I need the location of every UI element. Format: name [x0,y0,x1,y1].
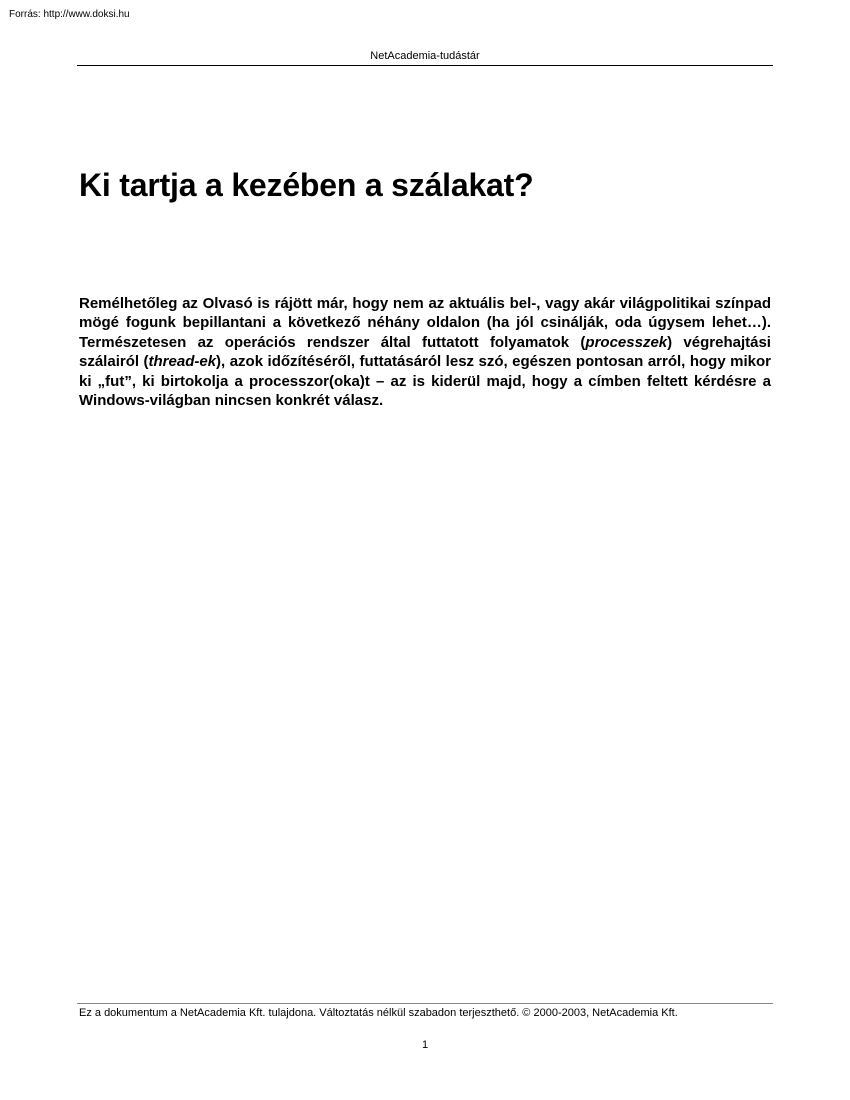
document-title: Ki tartja a kezében a szálakat? [79,167,534,203]
term-processzek: processzek [585,333,668,351]
footer-copyright: Ez a dokumentum a NetAcademia Kft. tulajdona. Változtatás nélkül szabadon terjeszthető. © 2000-2003, NetAcademia Kft. [79,1007,678,1019]
header-divider [77,65,773,66]
running-header: NetAcademia-tudástár [370,50,480,62]
term-thread-ek: thread-ek [148,353,217,371]
source-note: Forrás: http://www.doksi.hu [9,9,130,20]
page-number: 1 [421,1039,429,1051]
paragraph-text-part3: ), azok időzítéséről, futtatásáról lesz szó, egészen pontosan arról, hogy mikor ki „fut”, ki birtokolja a processzor(oka)t – az is kiderül majd, hogy a címben feltett kérdésre a Windows-világban nincsen konkrét válasz. [79,353,771,410]
intro-paragraph [79,294,771,410]
paragraph-text-part2: ) végrehajtási szálairól ( [79,333,771,371]
footer-divider [77,1003,773,1004]
paragraph-text-part1: Remélhetőleg az Olvasó is rájött már, hogy nem az aktuális bel-, vagy akár világpolitikai színpad mögé fogunk bepillantani a következő néhány oldalon (ha jól csinálják, oda úgysem lehet…). Természetesen az operációs rendszer által futtatott folyamatok ( [79,295,771,351]
